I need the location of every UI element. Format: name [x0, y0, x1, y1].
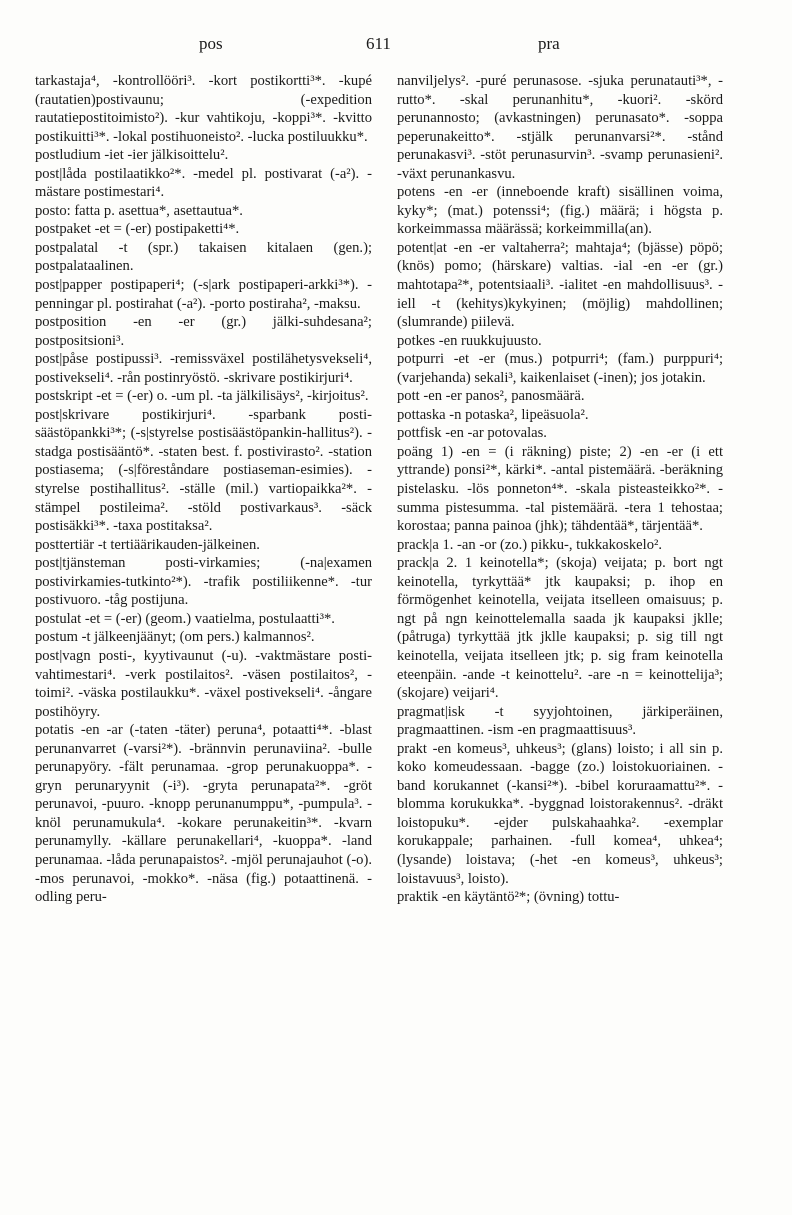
dictionary-entry: potkes -en ruukkujuusto.: [397, 332, 542, 349]
right-column: [397, 72, 723, 1202]
dictionary-entry: post|papper postipaperi⁴; (-s|ark postipaperi-arkki³*). -penningar pl. postirahat (-a²). -porto postiraha², -maksu.: [35, 277, 372, 312]
dictionary-entry: prack|a 2. 1 keinotella*; (skoja) veijata; p. bort ngt keinotella, tyrkyttää* jtk kaupaksi; p. ihop en förmögenhet keinotella, veijata itselleen omaisuus; p. ngt på ngn keinottelemalla saada jk kaupaksi jklle; (påtruga) tyrkyttää jtk jklle kaupaksi; p. sig till ngt keinotella, veijata itselleen jtk; p. sig fram keinotella eteenpäin. -ande -t keinottelu². -are -n = keinottelija³; (skojare) veijari⁴.: [397, 555, 723, 702]
right-guide-word: pra: [538, 34, 560, 53]
dictionary-entry: poäng 1) -en = (i räkning) piste; 2) -en -er (i ett yttrande) ponsi²*, kärki*. -antal pistemäärä. -beräkning pistelasku. -lös ponneton⁴*. -skala pisteasteikko²*. -summa pistesumma. -tal pistemäärä. -tera 1 tehostaa; korostaa; panna painoa (jhk); tähdentää*, tärjentää*.: [397, 443, 723, 535]
dictionary-entry: post|påse postipussi³. -remissväxel postilähetysvekseli⁴, postivekseli⁴. -rån postinryöstö. -skrivare postikirjuri⁴.: [35, 351, 372, 386]
dictionary-entry: postskript -et = (-er) o. -um pl. -ta jälkilisäys², -kirjoitus².: [35, 388, 369, 405]
dictionary-entry: pottfisk -en -ar potovalas.: [397, 425, 547, 442]
dictionary-entry: post|skrivare postikirjuri⁴. -sparbank posti-säästöpankki³*; (-s|styrelse postisäästöpankin-hallitus²). -stadga postisääntö*. -staten best. f. postivirasto². -station postiasema; (-s|föreståndare postiaseman-esimies). -styrelse postihallitus². -ställe (mil.) vartiopaikka²*. -stämpel postileima². -stöld postivarkaus³. -säck postisäkki³*. -taxa postitaksa².: [35, 406, 372, 535]
dictionary-entry: nanviljelys². -puré perunasose. -sjuka perunatauti³*, -rutto*. -skal perunanhitu*, -kuori². -skörd perunannosto; (avkastningen) perunasato*. -soppa peperunakeitto*. -stjälk perunanvarsi²*. -stånd perunakasvi³. -stöt perunasurvin³. -svamp perunasieni². -växt perunankasvu.: [397, 73, 723, 182]
dictionary-entry: pragmat|isk -t syyjohtoinen, järkiperäinen, pragmaattinen. -ism -en pragmaattisuus³.: [397, 703, 723, 739]
dictionary-entry: prack|a 1. -an -or (zo.) pikku-, tukkakoskelo².: [397, 536, 663, 553]
dictionary-entry: posto: fatta p. asettua*, asettautua*.: [35, 202, 243, 219]
dictionary-entry: postludium -iet -ier jälkisoittelu².: [35, 147, 229, 164]
dictionary-entry: post|vagn posti-, kyytivaunut (-u). -vaktmästare posti-vahtimestari⁴. -verk postilaitos². -väsen postilaitos², -toimi². -väska postilaukku*. -växel postivekseli⁴. -ångare postihöyry.: [35, 647, 372, 720]
dictionary-entry: prakt -en komeus³, uhkeus³; (glans) loisto; i all sin p. koko komeudessaan. -bagge (zo.) loistokuoriainen. -band korukannet (-kansi²*). -bibel koruraamattu²*. -blomma korukukka*. -byggnad loistorakennus². -dräkt loistopuku*. -ejder pulskahaahka². -exemplar korukappale; parhainen. -full komea⁴, uhkea⁴; (lysande) loistava; (-het -en komeus³, uhkeus³; loistavuus³, loisto).: [397, 740, 723, 887]
dictionary-entry: potent|at -en -er valtaherra²; mahtaja⁴; (bjässe) pöpö; (knös) pomo; (härskare) valtias. -ial -en -er (gr.) mahtotapa²*, potentsiaali³. -ialitet -en mahdollisuus³. -iell -t (kehitys)kykyinen; (möjlig) mahdollinen; (slumrande) piilevä.: [397, 239, 723, 331]
page-header: [0, 34, 792, 60]
dictionary-entry: potens -en -er (inneboende kraft) sisällinen voima, kyky*; (mat.) potenssi⁴; (fig.) määrä; i högsta p. korkeimmassa määrässä; korkeimmilla(an).: [397, 184, 723, 238]
dictionary-entry: potatis -en -ar (-taten -täter) peruna⁴, potaatti⁴*. -blast perunanvarret (-varsi²*). -brännvin perunaviina². -bulle perunapyöry. -fält perunamaa. -grop perunakuoppa*. -gryn perunaryynit (-i³). -gryta perunapata²*. -gröt perunavoi, -puuro. -knopp perunanumppu*, -pumpula³. -knöl perunamukula⁴. -kokare perunakeitin³*. -kvarn perunamylly. -källare perunakellari⁴, -kuoppa*. -land perunamaa. -låda perunapaistos². -mjöl perunajauhot (-o). -mos perunavoi, -mokko*. -näsa (fig.) potaattinenä. -odling peru-: [35, 722, 372, 906]
dictionary-entry: postpalatal -t (spr.) takaisen kitalaen (gen.); postpalataalinen.: [35, 239, 372, 275]
dictionary-entry: posttertiär -t tertiäärikauden-jälkeinen.: [35, 536, 260, 553]
left-column: [35, 72, 372, 1202]
dictionary-entry: pottaska -n potaska², lipeäsuola².: [397, 406, 589, 423]
dictionary-entry: pott -en -er panos², panosmäärä.: [397, 388, 585, 405]
dictionary-entry: postulat -et = (-er) (geom.) vaatielma, postulaatti³*.: [35, 610, 335, 627]
dictionary-entry: postposition -en -er (gr.) jälki-suhdesana²; postpositsioni³.: [35, 314, 372, 349]
dictionary-entry: tarkastaja⁴, -kontrollööri³. -kort postikortti³*. -kupé (rautatien)postivaunu; (-expedition rautatiepostitoimisto²). -kur vahtikoju, -koppi³*. -kvitto postikuitti³*. -lokal postihuoneisto². -lucka postiluukku*.: [35, 73, 372, 145]
left-guide-word: pos: [199, 34, 223, 53]
page-number: 611: [366, 34, 391, 53]
dictionary-entry: post|låda postilaatikko²*. -medel pl. postivarat (-a²). -mästare postimestari⁴.: [35, 165, 372, 201]
dictionary-entry: potpurri -et -er (mus.) potpurri⁴; (fam.) purppuri⁴; (varjehanda) sekali³, kaikenlaiset (-inen); jos jotakin.: [397, 351, 723, 386]
dictionary-entry: postum -t jälkeenjäänyt; (om pers.) kalmannos².: [35, 629, 315, 646]
dictionary-entry: praktik -en käytäntö²*; (övning) tottu-: [397, 889, 620, 906]
dictionary-entry: post|tjänsteman posti-virkamies; (-na|examen postivirkamies-tutkinto²*). -trafik postiliikenne*. -tur postivuoro. -tåg postijuna.: [35, 555, 372, 609]
dictionary-entry: postpaket -et = (-er) postipaketti⁴*.: [35, 221, 240, 238]
